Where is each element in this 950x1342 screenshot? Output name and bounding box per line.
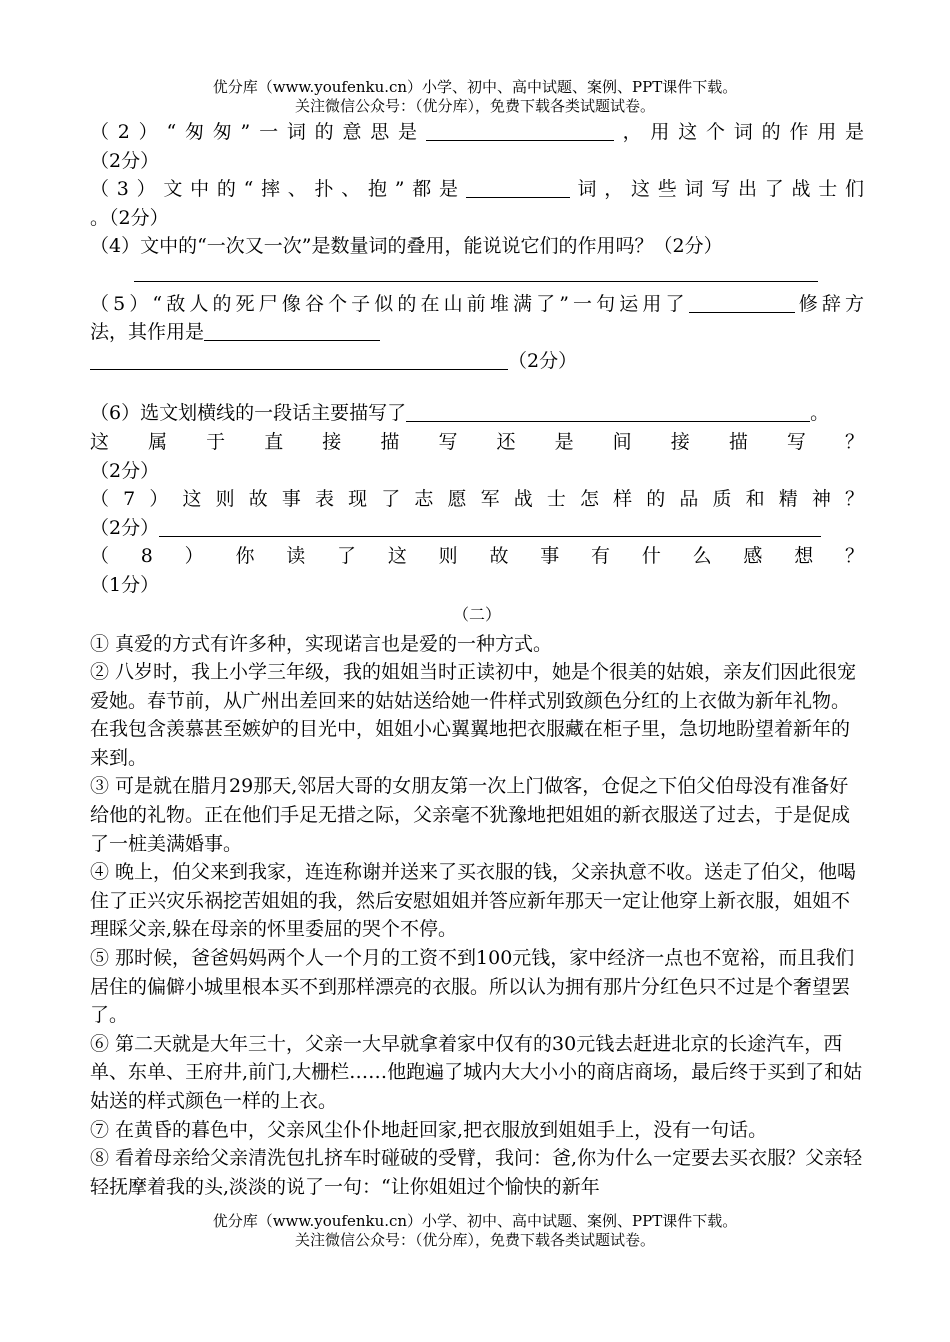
footer-line-1: 优分库（www.youfenku.cn）小学、初中、高中试题、案例、PPT课件下载。 [212, 1212, 738, 1230]
header-line-1: 优分库（www.youfenku.cn）小学、初中、高中试题、案例、PPT课件下载。 [212, 78, 738, 96]
question-6 [90, 399, 864, 428]
q5-text-c: 法，其作用是 [90, 321, 205, 344]
page-footer [0, 1212, 950, 1250]
q6-text-a: （6）选文划横线的一段话主要描写了 [90, 402, 407, 425]
q6-blank-1[interactable] [406, 401, 810, 422]
header-line-2: 关注微信公众号：（优分库），免费下载各类试题试卷。 [294, 97, 655, 115]
question-2 [90, 118, 864, 147]
q7-score: （2分） [90, 516, 160, 539]
q2-text-b: ，用这个词的作用是 [613, 121, 864, 143]
passage-paragraph-3: ③ 可是就在腊月29那天,邻居大哥的女朋友第一次上门做客，仓促之下伯父伯母没有准备好给他的礼物。正在他们手足无措之际，父亲毫不犹豫地把姐姐的新衣服送了过去，于是促成了一桩美满婚事。 [90, 775, 851, 855]
question-6-line-2: 这属于直接描写还是间接描写？ [90, 430, 864, 453]
question-4: （4）文中的“一次又一次”是数量词的叠用，能说说它们的作用吗？（2分） [90, 235, 723, 258]
page-header [0, 78, 950, 116]
q5-blank-1[interactable] [689, 292, 795, 313]
q4-blank[interactable] [134, 261, 818, 282]
q5-blank-3[interactable] [90, 349, 508, 370]
section-title: （二） [452, 604, 501, 624]
question-8: （8）你读了这则故事有什么感想？ [90, 545, 864, 568]
question-3-score: 。（2分） [90, 206, 169, 229]
q2-text-a: （2）“匆匆”一词的意思是 [90, 121, 426, 143]
passage-paragraph-6: ⑥ 第二天就是大年三十，父亲一大早就拿着家中仅有的30元钱去赶进北京的长途汽车，西单、东单、王府井,前门,大栅栏……他跑遍了城内大大小小的商店商场，最后终于买到了和姑姑送的样式颜色一样的上衣。 [90, 1032, 863, 1112]
q5-text-a: （5）“敌人的死尸像谷个子似的在山前堆满了”一句运用了 [90, 292, 689, 315]
q3-blank-1[interactable] [466, 177, 570, 198]
passage-paragraph-1: ① 真爱的方式有许多种，实现诺言也是爱的一种方式。 [90, 632, 553, 655]
question-6-score: （2分） [90, 459, 160, 482]
q5-score: （2分） [508, 349, 578, 372]
question-5-line-3 [90, 347, 864, 376]
q6-text-b: 。 [810, 402, 830, 425]
q2-blank-1[interactable] [426, 120, 614, 141]
q7-blank[interactable] [159, 516, 821, 537]
passage-paragraph-4: ④ 晚上，伯父来到我家，连连称谢并送来了买衣服的钱，父亲执意不收。送走了伯父，他喝住了正兴灾乐祸挖苦姐姐的我，然后安慰姐姐并答应新年那天一定让他穿上新衣服，姐姐不理睬父亲,躲在母亲的怀里委屈的哭个不停。 [90, 861, 857, 941]
passage-paragraph-8: ⑧ 看着母亲给父亲清洗包扎挤车时碰破的受臂，我问：爸,你为什么一定要去买衣服？父亲轻轻抚摩着我的头,淡淡的说了一句：“让你姐姐过个愉快的新年 [90, 1147, 863, 1198]
footer-line-2: 关注微信公众号：（优分库），免费下载各类试题试卷。 [294, 1231, 655, 1249]
question-2-score: （2分） [90, 149, 160, 172]
q3-text-b: 词，这些词写出了战士们 [569, 178, 864, 201]
passage-paragraph-2: ② 八岁时，我上小学三年级，我的姐姐当时正读初中，她是个很美的姑娘，亲友们因此很宠爱她。春节前，从广州出差回来的姑姑送给她一件样式别致颜色分红的上衣做为新年礼物。在我包含羡慕甚至嫉妒的目光中，姐姐小心翼翼地把衣服藏在柜子里，急切地盼望着新年的来到。 [90, 661, 857, 769]
q3-text-a: （3）文中的“摔、扑、抱”都是 [90, 178, 466, 201]
passage-paragraph-7: ⑦ 在黄昏的暮色中，父亲风尘仆仆地赶回家,把衣服放到姐姐手上，没有一句话。 [90, 1118, 768, 1141]
question-4-answer-line [90, 261, 864, 290]
question-7: （7）这则故事表现了志愿军战士怎样的品质和精神？ [90, 488, 864, 511]
passage-paragraph-5: ⑤ 那时候，爸爸妈妈两个人一个月的工资不到100元钱，家中经济一点也不宽裕，而且我们居住的偏僻小城里根本买不到那样漂亮的衣服。所以认为拥有那片分红色只不过是个奢望罢了。 [90, 947, 855, 1027]
question-8-score: （1分） [90, 573, 160, 596]
q5-blank-2[interactable] [204, 320, 380, 341]
document-body [90, 118, 864, 1201]
q5-text-b: 修辞方 [794, 292, 864, 315]
question-7-line-2 [90, 514, 864, 543]
question-5 [90, 290, 864, 319]
question-3 [90, 175, 864, 204]
question-5-line-2 [90, 318, 864, 347]
